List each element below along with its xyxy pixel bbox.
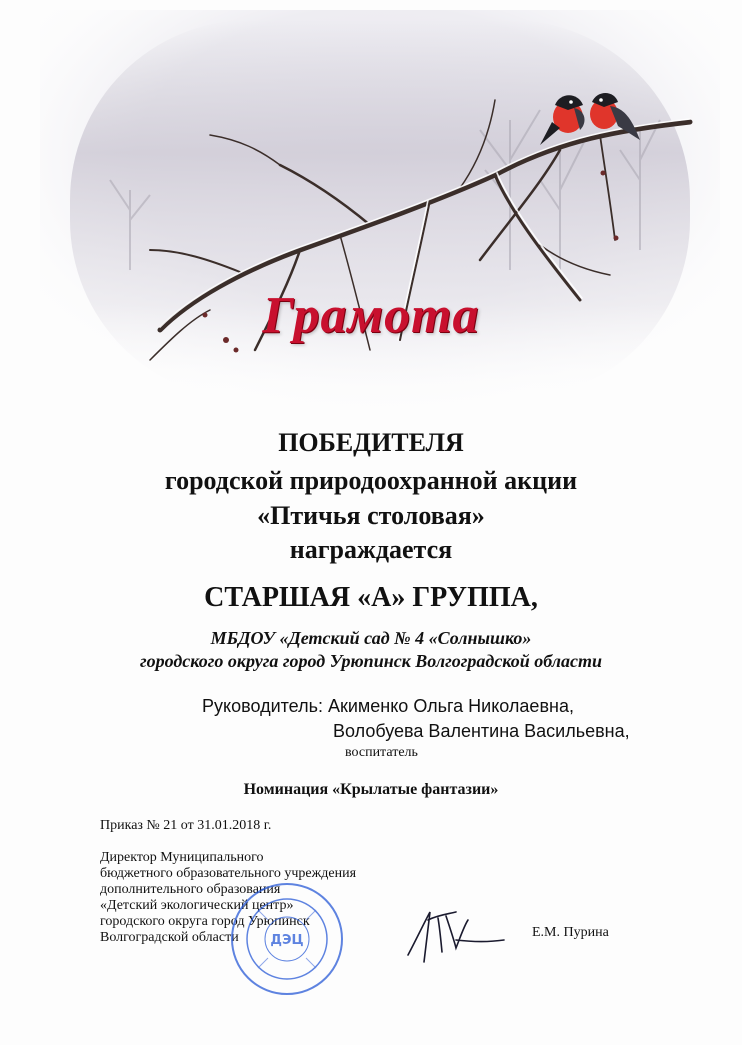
org-line-2: городского округа город Урюпинск Волгоградской области [139,651,603,671]
certificate-title: Грамота [262,287,480,344]
signature-icon [398,900,508,970]
leader-line-2: Волобуева Валентина Васильевна, [333,721,630,741]
nomination: Номинация «Крылатые фантазии» [243,781,499,798]
signer-name: Е.М. Пурина [532,925,609,940]
winner-line-1: ПОБЕДИТЕЛЯ [278,428,464,457]
leader-role: воспитатель [345,745,418,760]
director-line: Директор Муниципального [100,850,264,865]
awarded-group: СТАРШАЯ «А» ГРУППА, [204,582,538,613]
director-line: бюджетного образовательного учреждения [100,866,357,881]
director-line: дополнительного образования [100,882,281,897]
stamp-text: ДЭЦ [270,933,304,948]
director-line: городского округа город Урюпинск [100,914,310,929]
winner-line-4: награждается [289,535,453,564]
order-reference: Приказ № 21 от 31.01.2018 г. [100,818,272,833]
org-line-1: МБДОУ «Детский сад № 4 «Солнышко» [210,628,532,648]
official-stamp-icon [228,880,346,998]
winter-branch-illustration [40,10,720,430]
leader-line-1: Руководитель: Акименко Ольга Николаевна, [202,696,574,716]
winner-line-2: городской природоохранной акции [164,466,578,495]
director-line: Волгоградской области [100,930,239,945]
winner-line-3: «Птичья столовая» [257,501,485,530]
director-line: «Детский экологический центр» [100,898,294,913]
